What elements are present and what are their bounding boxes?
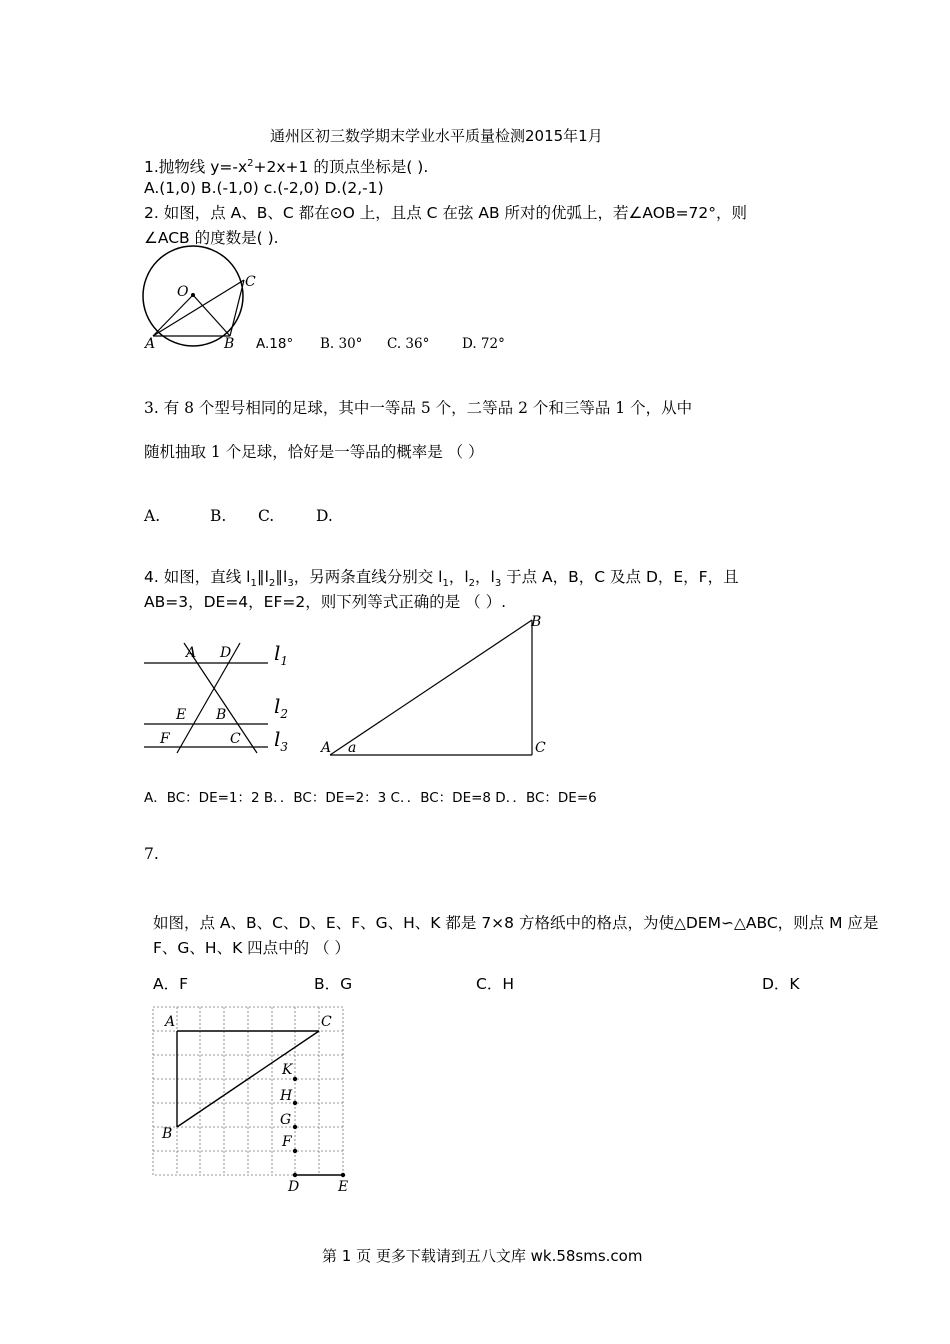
q2-option-b: B. 30° [320,336,363,352]
q3-option-a: A. [144,507,161,525]
q2-circle-figure [140,248,260,352]
q4-text-a: 4. 如图，直线 l [144,568,251,586]
q4-sub-2b: 2 [468,578,475,590]
q4-line1 [144,567,739,594]
q7-point-e [341,1173,345,1177]
q4-sub-3b: 3 [494,578,502,590]
q2-option-d: D. 72° [462,336,505,352]
q2-label-b: B [224,336,235,352]
q4-text-b: ∥l [256,568,269,586]
q1-stem [144,154,428,177]
q4-label-l2: $l_2$ [274,694,289,721]
q2-chord-ac [153,280,244,336]
q3-line2: 随机抽取 1 个足球，恰好是一等品的概率是 （ ） [144,443,484,461]
q7-option-c: C．H [476,975,514,993]
q4-label-e: E [176,707,187,723]
q4-text-c: ∥l [275,568,288,586]
q4-text-d: ，另两条直线分别交 l [293,568,443,586]
q4-text-g: 于点 A，B，C 及点 D，E，F，且 [501,568,739,586]
q4-label-b: B [216,707,227,723]
q7-point-k [293,1077,297,1081]
q1-stem-sup: 2 [247,158,254,169]
q7-label-g: G [280,1112,292,1128]
q7-line1: 如图，点 A、B、C、D、E、F、G、H、K 都是 7×8 方格纸中的格点，为使△DEM∽△ABC，则点 M 应是 [153,914,879,932]
q4-options: A．BC：DE=1：2 B．．BC：DE=2：3 C．．BC：DE=8 D．．BC：DE=6 [144,790,597,806]
q4-tri-label-a: A [321,740,332,756]
q7-line2: F、G、H、K 四点中的 （ ） [153,939,351,957]
q4-label-f: F [160,731,170,747]
q7-option-b: B．G [314,975,353,993]
q4-line2: AB=3，DE=4，EF=2，则下列等式正确的是 （ ）. [144,593,507,611]
q2-line2: ∠ACB 的度数是( ). [144,229,279,247]
q4-label-a: A [186,645,197,661]
q7-label-d: D [288,1179,300,1195]
page-title: 通州区初三数学期末学业水平质量检测2015年1月 [270,127,603,145]
q7-option-d: D．K [762,975,800,993]
q7-label-b: B [162,1126,173,1142]
q2-option-a: A.18° [256,336,294,352]
q2-option-c: C. 36° [387,336,430,352]
q2-radius-ob [193,295,230,336]
q7-number: 7. [144,845,159,863]
q4-tri-label-b: B [531,614,542,630]
q4-tri-label-c: C [535,740,546,756]
q4-tri-label-alpha: a [348,740,357,756]
q4-sub-3: 3 [287,578,294,590]
q1-options: A.(1,0) B.(-1,0) c.(-2,0) D.(2,-1) [144,179,384,197]
q3-line1: 3. 有 8 个型号相同的足球，其中一等品 5 个，二等品 2 个和三等品 1 个，从中 [144,399,693,417]
q7-point-g [293,1125,297,1129]
q2-label-c: C [245,274,256,290]
q7-grid [153,1007,343,1175]
q3-option-d: D. [316,507,333,525]
q2-center-dot [191,293,195,297]
q3-option-c: C. [258,507,275,525]
q3-option-b: B. [210,507,227,525]
q4-label-c: C [230,731,241,747]
q2-label-o: O [177,284,189,300]
page-footer: 第 1 页 更多下载请到五八文库 wk.58sms.com [322,1247,643,1265]
q4-label-l3: $l_3$ [274,727,289,754]
q7-label-h: H [280,1088,293,1104]
q7-grid-figure [150,1004,360,1194]
q7-label-f: F [282,1134,292,1150]
q4-sub-1: 1 [250,578,257,590]
q4-label-d: D [220,645,232,661]
q7-point-h [293,1101,297,1105]
q1-stem-a: 1.抛物线 y=-x [144,158,248,177]
q7-label-c: C [321,1014,332,1030]
q4-triangle-figure [318,612,558,762]
q7-point-f [293,1149,297,1153]
q4-tri-hyp [330,620,532,755]
q1-stem-b: +2x+1 的顶点坐标是( ). [253,158,429,177]
q7-option-a: A．F [153,975,189,993]
q7-label-a: A [165,1014,176,1030]
q4-text-e: ，l [448,568,469,586]
q4-parallel-figure [140,635,300,760]
q4-sub-2: 2 [268,578,276,590]
q2-label-a: A [145,336,156,352]
q4-sub-1b: 1 [442,578,449,590]
q7-point-d [293,1173,297,1177]
q4-text-f: ，l [475,568,495,586]
q7-label-e: E [338,1179,349,1195]
q2-line1: 2. 如图，点 A、B、C 都在⊙O 上，且点 C 在弦 AB 所对的优弧上，若∠AOB=72°，则 [144,204,748,222]
q7-label-k: K [282,1062,293,1078]
q4-label-l1: $l_1$ [274,641,289,668]
